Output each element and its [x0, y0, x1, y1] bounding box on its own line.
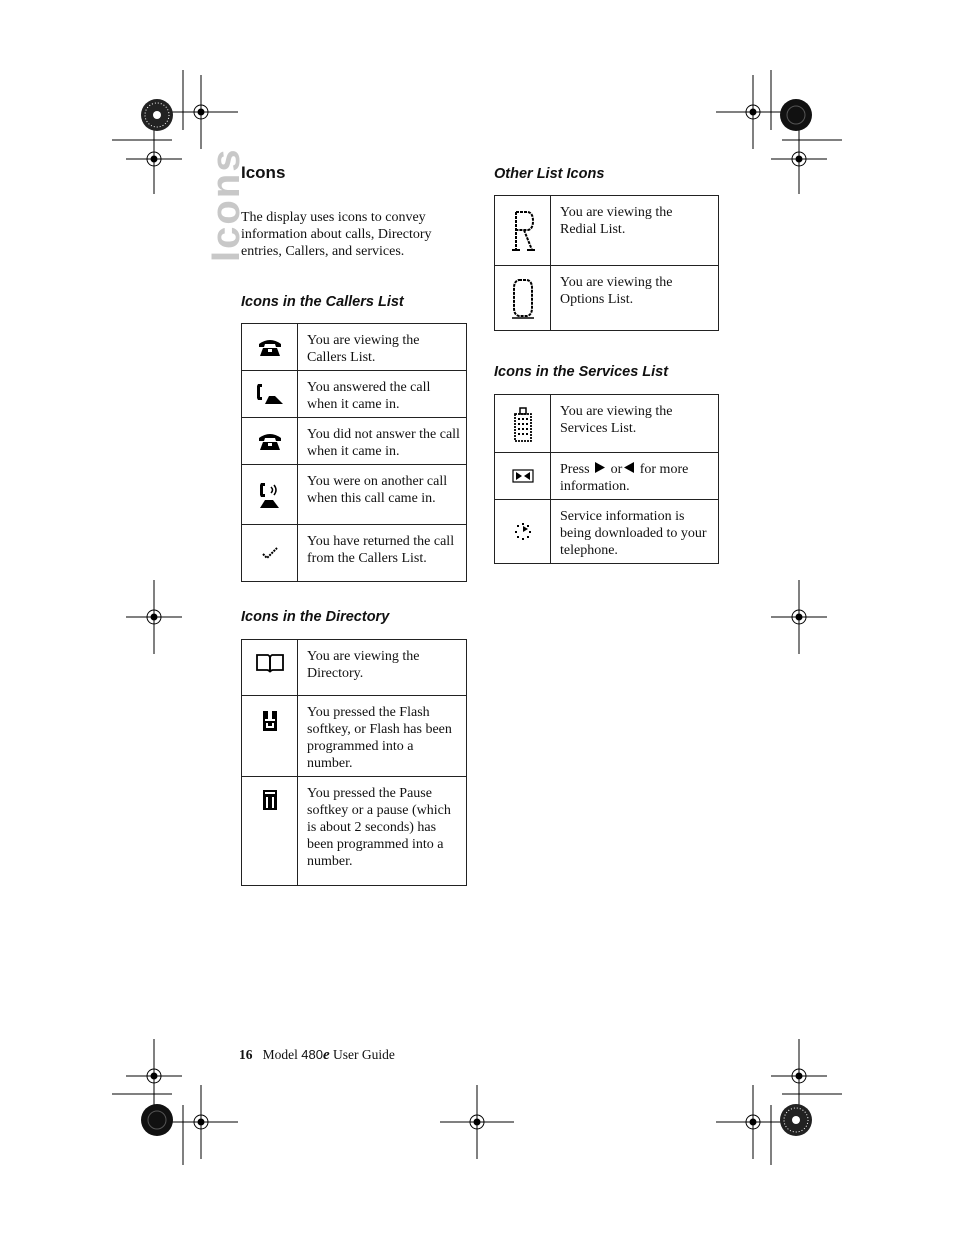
- row-description: [551, 453, 719, 500]
- unanswered-call-icon: [257, 431, 283, 451]
- row-description: You were on another call when this call came in.: [298, 465, 467, 525]
- row-description: You pressed the Pause softkey or a pause (which is about 2 seconds) has been programmed into a number.: [298, 777, 467, 886]
- row-description: You are viewing the Options List.: [551, 266, 719, 331]
- footer-model-number: 480: [301, 1047, 323, 1062]
- other-icon-table: [494, 195, 719, 331]
- pause-icon: [262, 789, 278, 811]
- table-row: [495, 395, 719, 453]
- flash-icon: [262, 710, 278, 732]
- row-description: You did not answer the call when it came in.: [298, 418, 467, 465]
- open-book-icon: [255, 652, 285, 674]
- or-label: or: [610, 462, 623, 477]
- table-row: [242, 640, 467, 696]
- directory-section-title: Icons in the Directory: [241, 609, 390, 625]
- services-section-title: Icons in the Services List: [494, 364, 669, 380]
- right-arrow-icon: [593, 461, 607, 474]
- row-description: You have returned the call from the Callers List.: [298, 525, 467, 582]
- directory-icon-table: [241, 639, 467, 886]
- footer-model: Model: [262, 1047, 298, 1062]
- page-footer: [239, 1047, 395, 1064]
- services-building-icon: [511, 406, 535, 442]
- row-description: You are viewing the Directory.: [298, 640, 467, 696]
- phone-handset-icon: [257, 337, 283, 357]
- checkmark-icon: [261, 546, 279, 560]
- page-heading: Icons: [241, 163, 286, 182]
- footer-model-suffix: e: [322, 1047, 330, 1063]
- row-description: You pressed the Flash softkey, or Flash has been programmed into a number.: [298, 696, 467, 777]
- table-row: [242, 371, 467, 418]
- table-row: [495, 266, 719, 331]
- table-row: [242, 324, 467, 371]
- row-description: You are viewing the Callers List.: [298, 324, 467, 371]
- footer-guide: User Guide: [333, 1047, 395, 1062]
- table-row: [242, 777, 467, 886]
- downloading-spinner-icon: [512, 521, 534, 543]
- more-info-label: for more information.: [560, 462, 689, 494]
- row-description: You are viewing the Redial List.: [551, 196, 719, 266]
- services-icon-table: [494, 394, 719, 564]
- table-row: [495, 196, 719, 266]
- table-row: [495, 500, 719, 564]
- page-number: 16: [239, 1047, 253, 1062]
- redial-r-icon: [510, 209, 536, 253]
- table-row: [495, 453, 719, 500]
- table-row: [242, 418, 467, 465]
- navigate-arrows-icon: [512, 469, 534, 483]
- row-description: Service information is being downloaded to your telephone.: [551, 500, 719, 564]
- row-description: You are viewing the Services List.: [551, 395, 719, 453]
- other-section-title: Other List Icons: [494, 166, 605, 182]
- table-row: [242, 696, 467, 777]
- row-description: You answered the call when it came in.: [298, 371, 467, 418]
- table-row: [242, 465, 467, 525]
- intro-paragraph: The display uses icons to convey information about calls, Directory entries, Callers, and services.: [241, 210, 432, 259]
- answered-call-icon: [255, 382, 285, 406]
- callers-icon-table: [241, 323, 467, 582]
- section-tab: Icons: [204, 147, 248, 262]
- press-label: Press: [560, 462, 590, 477]
- options-o-icon: [510, 276, 536, 320]
- left-arrow-icon: [622, 461, 636, 474]
- callers-section-title: Icons in the Callers List: [241, 294, 404, 310]
- table-row: [242, 525, 467, 582]
- call-waiting-icon: [257, 481, 283, 509]
